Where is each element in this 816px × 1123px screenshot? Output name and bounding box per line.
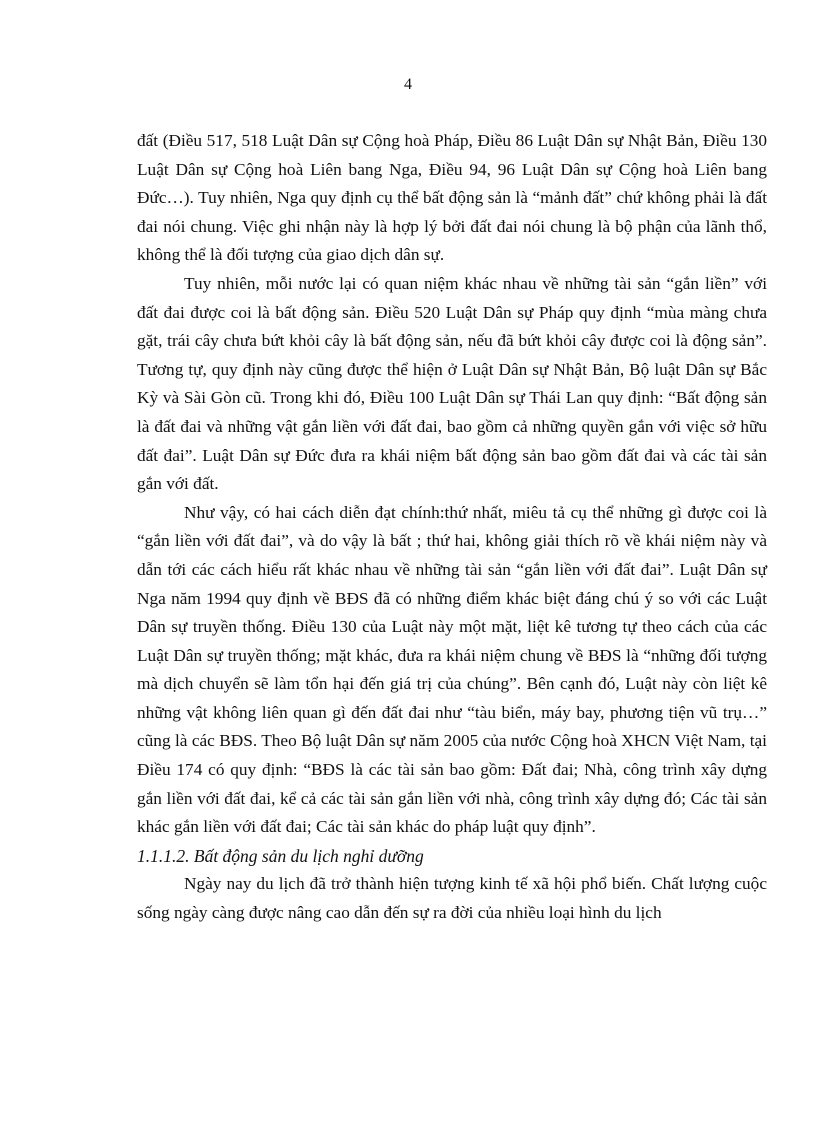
section-heading: 1.1.1.2. Bất động sản du lịch nghỉ dưỡng — [137, 845, 424, 866]
paragraph-4: Ngày nay du lịch đã trở thành hiện tượng kinh tế xã hội phổ biến. Chất lượng cuộc sống ngày càng được nâng cao dẫn đến sự ra đời của nhiều loại hình du lịch — [137, 874, 767, 923]
page-number: 4 — [404, 76, 412, 93]
paragraph-2: Tuy nhiên, mỗi nước lại có quan niệm khác nhau về những tài sản “gắn liền” với đất đai được coi là bất động sản. Điều 520 Luật Dân sự Pháp quy định “mùa màng chưa gặt, trái cây chưa bứt khỏi cây là bất động sản, nếu đã bứt khỏi cây được coi là động sản”. Tương tự, quy định này cũng được thể hiện ở Luật Dân sự Nhật Bản, Bộ luật Dân sự Bắc Kỳ và Sài Gòn cũ. Trong khi đó, Điều 100 Luật Dân sự Thái Lan quy định: “Bất động sản là đất đai và những vật gắn liền với đất đai, bao gồm cả những quyền gắn với việc sở hữu đất đai”. Luật Dân sự Đức đưa ra khái niệm bất động sản bao gồm đất đai và các tài sản gắn với đất. — [137, 273, 767, 494]
paragraph-1: đất (Điều 517, 518 Luật Dân sự Cộng hoà Pháp, Điều 86 Luật Dân sự Nhật Bản, Điều 130 Luật Dân sự Cộng hoà Liên bang Nga, Điều 94, 96 Luật Dân sự Cộng hoà Liên bang Đức…). Tuy nhiên, Nga quy định cụ thể bất động sản là “mảnh đất” chứ không phải là đất đai nói chung. Việc ghi nhận này là hợp lý bởi đất đai nói chung là bộ phận của lãnh thổ, không thể là đối tượng của giao dịch dân sự. — [137, 131, 767, 265]
paragraph-3: Như vậy, có hai cách diễn đạt chính:thứ nhất, miêu tả cụ thể những gì được coi là “gắn liền với đất đai”, và do vậy là bất ; thứ hai, không giải thích rõ về khái niệm này và dẫn tới các cách hiểu rất khác nhau về những tài sản “gắn liền với đất đai”. Luật Dân sự Nga năm 1994 quy định về BĐS đã có những điểm khác biệt đáng chú ý so với các Luật Dân sự truyền thống. Điều 130 của Luật này một mặt, liệt kê tương tự theo cách của các Luật Dân sự truyền thống; mặt khác, đưa ra khái niệm chung về BĐS là “những đối tượng mà dịch chuyển sẽ làm tổn hại đến giá trị của chúng”. Bên cạnh đó, Luật này còn liệt kê những vật không liên quan gì đến đất đai như “tàu biển, máy bay, phương tiện vũ trụ…” cũng là các BĐS. Theo Bộ luật Dân sự năm 2005 của nước Cộng hoà XHCN Việt Nam, tại Điều 174 có quy định: “BĐS là các tài sản bao gồm: Đất đai; Nhà, công trình xây dựng gắn liền với đất đai, kể cả các tài sản gắn liền với nhà, công trình xây dựng đó; Các tài sản khác gắn liền với đất đai; Các tài sản khác do pháp luật quy định”. — [137, 502, 767, 837]
document-body — [137, 127, 767, 928]
